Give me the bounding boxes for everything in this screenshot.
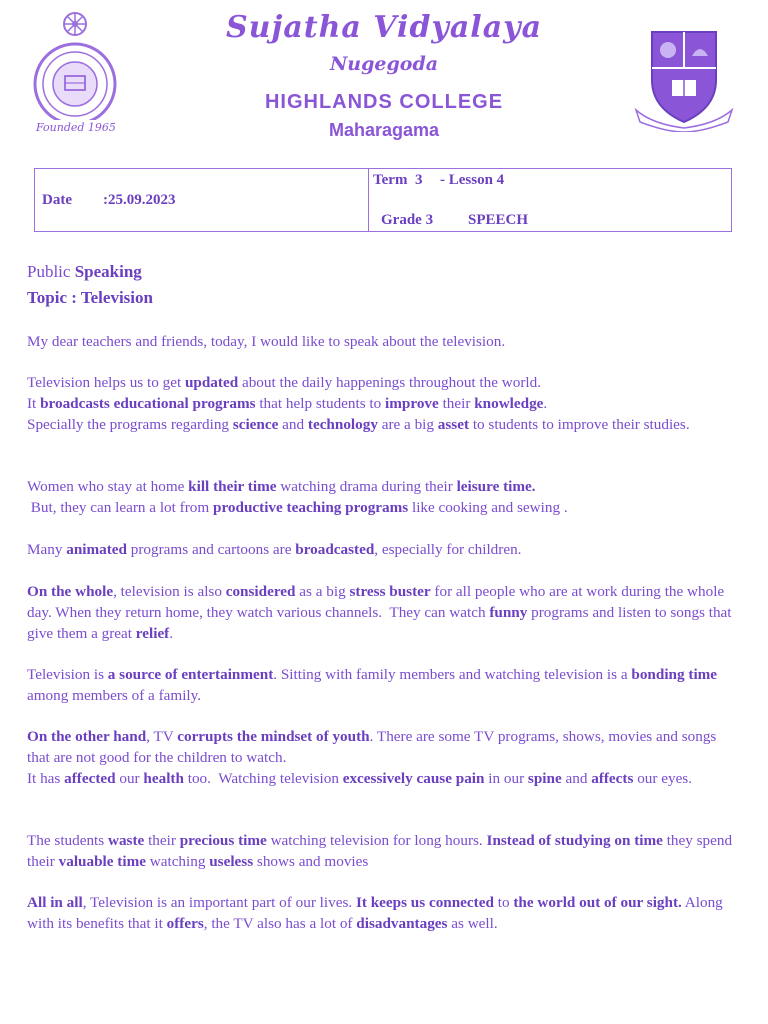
emphasis-text: health <box>143 770 184 787</box>
emphasis-text: excessively cause pain <box>342 770 485 787</box>
paragraph <box>27 331 742 352</box>
body-text: But, they can learn a lot from <box>27 499 213 516</box>
emphasis-text: productive teaching programs <box>213 499 409 516</box>
emphasis-text: It keeps us connected <box>355 894 494 911</box>
emphasis-text: All in all <box>27 894 83 911</box>
body-text: their <box>438 395 475 412</box>
emphasis-text: considered <box>225 583 296 600</box>
body-text: our eyes. <box>633 770 693 787</box>
emphasis-text: improve <box>385 395 439 412</box>
emphasis-text: waste <box>108 832 145 849</box>
body-text: Specially the programs regarding <box>27 416 233 433</box>
lesson-label: - Lesson 4 <box>440 172 505 188</box>
college-location: Maharagama <box>328 120 440 140</box>
body-text: as well. <box>447 915 498 932</box>
body-text: and <box>561 770 592 787</box>
emphasis-text: funny <box>489 604 528 621</box>
college-crest <box>632 28 736 132</box>
paragraph <box>27 539 742 560</box>
body-text: . Sitting with family members and watching television is a <box>273 666 632 683</box>
body-text: . <box>543 395 548 412</box>
emphasis-text: spine <box>527 770 562 787</box>
title-prefix: Public <box>27 262 75 281</box>
body-text: , TV <box>146 728 178 745</box>
emphasis-text: broadcasts educational programs <box>40 395 256 412</box>
emphasis-text: affects <box>591 770 634 787</box>
body-text: watching drama during their <box>276 478 457 495</box>
title-main: Speaking <box>74 262 142 281</box>
table-divider <box>368 168 369 232</box>
body-text: . There are some TV programs, shows, movies and songs that are not good for the children to watch. <box>27 728 721 766</box>
body-text: The students <box>27 832 108 849</box>
paragraph <box>27 830 742 872</box>
emphasis-text: relief <box>135 625 170 642</box>
body-text: It has <box>27 770 65 787</box>
body-text: about the daily happenings throughout the world. <box>238 374 542 391</box>
emphasis-text: precious time <box>179 832 267 849</box>
body-text: our <box>115 770 144 787</box>
emphasis-text: asset <box>437 416 470 433</box>
body-text: , Television is an important part of our lives. <box>82 894 356 911</box>
emphasis-text: science <box>232 416 279 433</box>
body-text: Television helps us to get <box>27 374 185 391</box>
shield-crest-icon <box>632 28 736 132</box>
school-name: Sujatha Vidyalaya <box>225 10 543 45</box>
emphasis-text: offers <box>166 915 204 932</box>
body-text: It <box>27 395 41 412</box>
topic-heading <box>27 288 153 308</box>
body-text: watching <box>145 853 210 870</box>
emphasis-text: disadvantages <box>356 915 448 932</box>
college-name: HIGHLANDS COLLEGE <box>264 91 504 113</box>
emphasis-text: animated <box>66 541 127 558</box>
paragraph <box>27 664 742 706</box>
body-text: to <box>493 894 514 911</box>
body-text: programs and cartoons are <box>126 541 296 558</box>
body-text: watching television for long hours. <box>266 832 487 849</box>
subject-label: SPEECH <box>468 212 529 228</box>
emphasis-text: On the whole <box>27 583 114 600</box>
body-text: programs and listen to songs that give them a great <box>27 604 736 642</box>
body-text: as a big <box>295 583 350 600</box>
body-text: Television is <box>27 666 108 683</box>
body-text: for all people who are at work during the whole day. When they return home, they watch various channels. They can watch <box>27 583 728 621</box>
body-text: , especially for children. <box>374 541 522 558</box>
emphasis-text: technology <box>307 416 378 433</box>
paragraph <box>27 892 742 934</box>
emphasis-text: broadcasted <box>295 541 375 558</box>
body-text: , television is also <box>113 583 226 600</box>
emphasis-text: On the other hand <box>27 728 147 745</box>
body-text: shows and movies <box>253 853 369 870</box>
page-title <box>27 262 142 282</box>
emphasis-text: corrupts the mindset of youth <box>177 728 370 745</box>
body-text: they spend their <box>27 832 736 870</box>
grade-label: Grade 3 <box>381 212 434 228</box>
emphasis-text: kill their time <box>188 478 277 495</box>
emphasis-text: stress buster <box>349 583 431 600</box>
emphasis-text: knowledge <box>474 395 544 412</box>
paragraph <box>27 581 742 644</box>
topic-text: Topic : Television <box>27 288 153 307</box>
paragraph <box>27 372 742 435</box>
body-text: that help students to <box>255 395 386 412</box>
emphasis-text: bonding time <box>631 666 718 683</box>
body-text: too. Watching television <box>183 770 343 787</box>
body-text: among members of a family. <box>27 666 721 704</box>
emphasis-text: useless <box>209 853 254 870</box>
school-location: Nugegoda <box>329 53 439 75</box>
emphasis-text: the world out of our sight. <box>513 894 682 911</box>
date-label: Date <box>42 192 72 208</box>
term-label: Term 3 <box>373 172 423 188</box>
body-text: . <box>169 625 174 642</box>
body-text: like cooking and sewing . <box>408 499 568 516</box>
founded-text: Founded 1965 <box>36 121 116 134</box>
body-text: Many <box>27 541 67 558</box>
body-text: Along with its benefits that it <box>27 894 727 932</box>
body-text: their <box>144 832 180 849</box>
body-text: to students to improve their studies. <box>469 416 690 433</box>
body-text: Women who stay at home <box>27 478 189 495</box>
body-text: in our <box>484 770 528 787</box>
emphasis-text: valuable time <box>58 853 146 870</box>
emphasis-text: updated <box>184 374 239 391</box>
emphasis-text: Instead of studying on time <box>486 832 663 849</box>
date-value: :25.09.2023 <box>103 192 176 208</box>
body-text: are a big <box>377 416 438 433</box>
body-text: and <box>278 416 308 433</box>
body-text: , the TV also has a lot of <box>203 915 357 932</box>
emphasis-text: a source of entertainment <box>107 666 274 683</box>
emphasis-text: leisure time. <box>456 478 536 495</box>
paragraph <box>27 476 742 518</box>
body-text: My dear teachers and friends, today, I would like to speak about the television. <box>27 333 506 350</box>
paragraph <box>27 726 742 789</box>
emphasis-text: affected <box>64 770 116 787</box>
